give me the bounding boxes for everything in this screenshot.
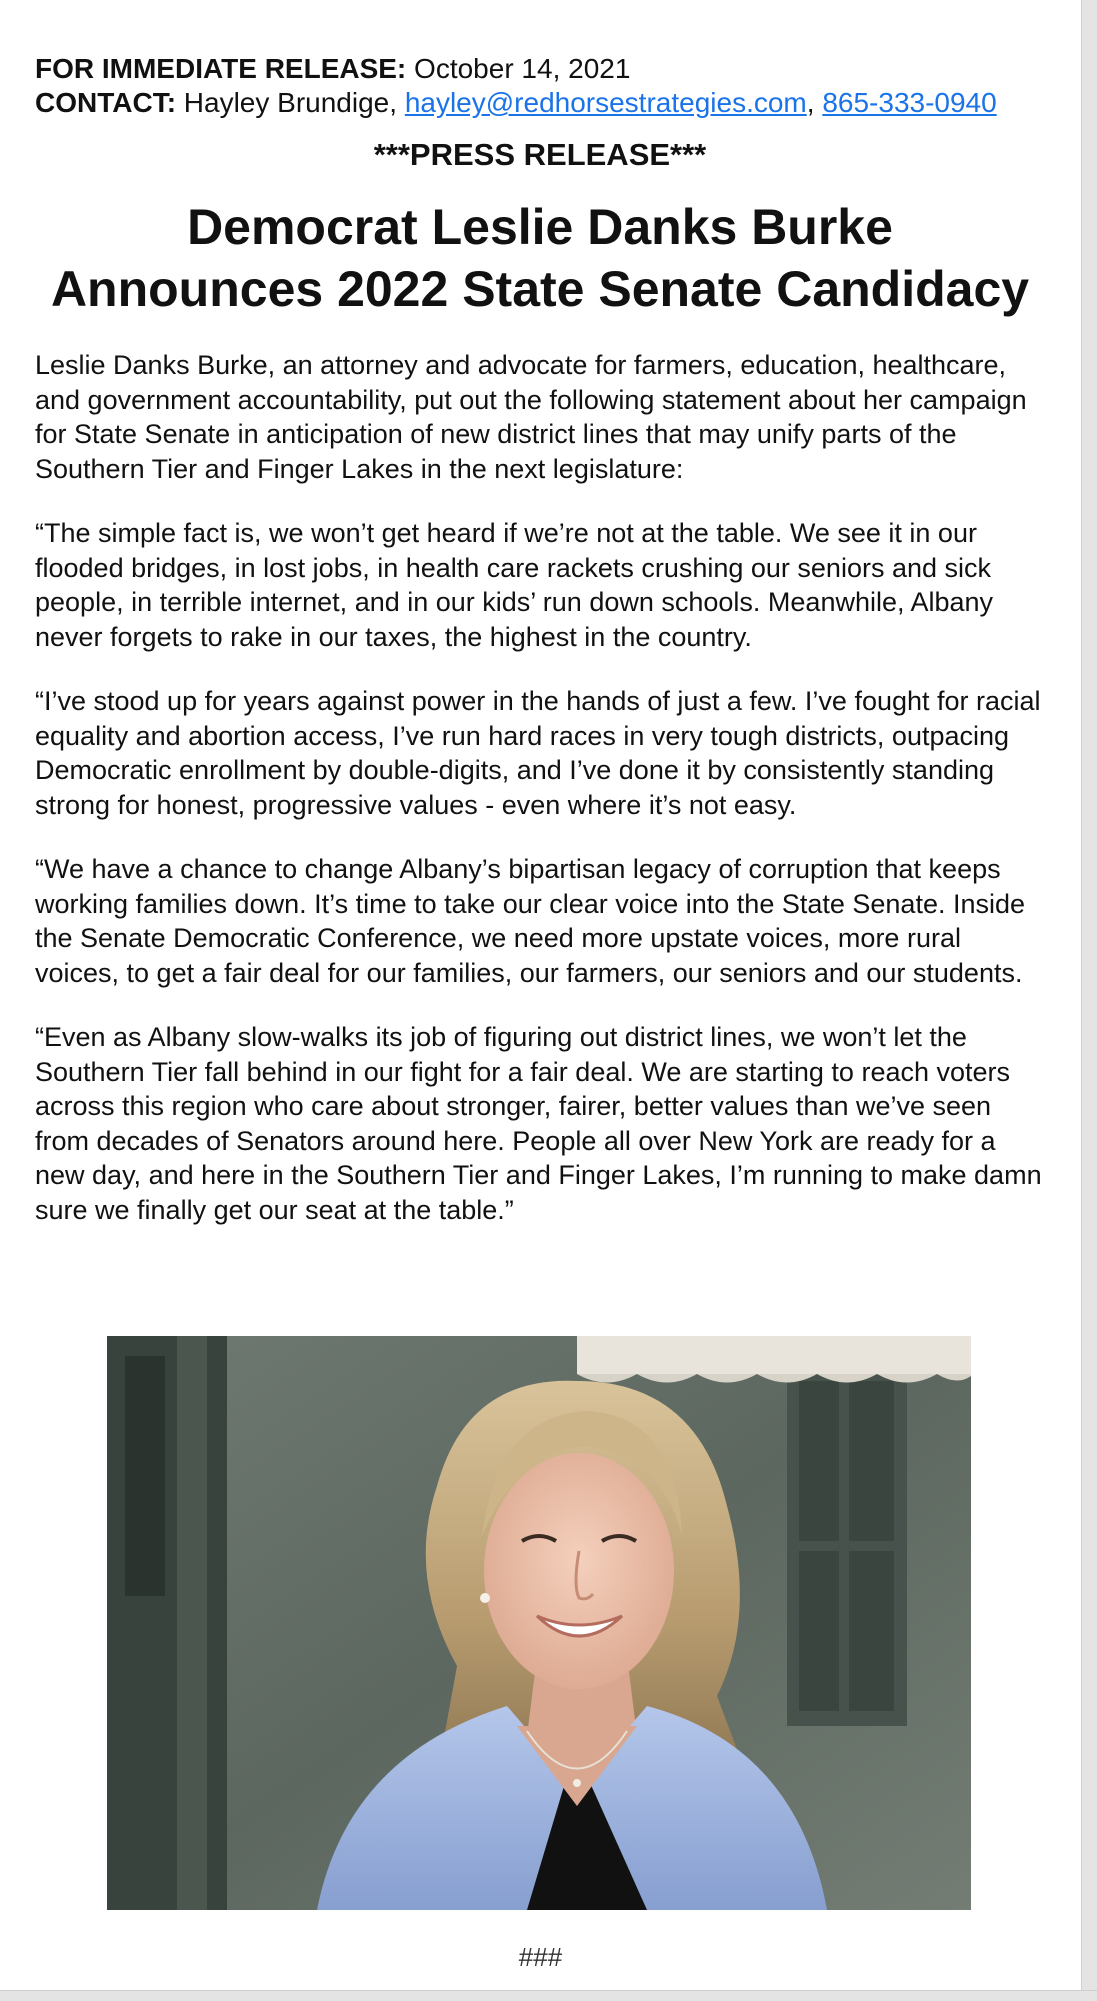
release-date: October 14, 2021 bbox=[414, 53, 631, 84]
paragraph-quote-3: “We have a chance to change Albany’s bipartisan legacy of corruption that keeps working families down. It’s time to take our clear voice into the State Senate. Inside the Senate Democratic Conference, we need more upstate voices, more rural voices, to get a fair deal for our families, our farmers, our seniors and our students. bbox=[35, 854, 1026, 988]
headline-line-2: Announces 2022 State Senate Candidacy bbox=[50, 261, 1030, 317]
bottom-scroll-track[interactable] bbox=[0, 1990, 1097, 2001]
press-release-kicker: ***PRESS RELEASE*** bbox=[373, 137, 707, 172]
candidate-portrait-photo bbox=[107, 1336, 971, 1910]
paragraph-quote-1: “The simple fact is, we won’t get heard if we’re not at the table. We see it in our flooded bridges, in lost jobs, in health care rackets crushing our seniors and sick people, in terrible internet, and in our kids’ run down schools. Meanwhile, Albany never forgets to rake in our taxes, the highest in the country. bbox=[35, 518, 994, 652]
paragraph-quote-2: “I’ve stood up for years against power in the hands of just a few. I’ve fought for racial equality and abortion access, I’ve run hard races in very tough districts, outpacing Democratic enrollment by double-digits, and I’ve done it by consistently standing strong for honest, progressive values - even where it’s not easy. bbox=[35, 686, 1041, 820]
press-release-body bbox=[35, 52, 1045, 1257]
contact-name: Hayley Brundige, bbox=[183, 87, 398, 118]
right-scroll-track[interactable] bbox=[1081, 0, 1097, 2000]
contact-separator: , bbox=[806, 87, 815, 118]
contact-line bbox=[35, 86, 1045, 120]
headline-line-1: Democrat Leslie Danks Burke bbox=[187, 199, 893, 255]
headline bbox=[35, 196, 1045, 320]
release-line bbox=[35, 52, 1045, 86]
release-label: FOR IMMEDIATE RELEASE: bbox=[35, 53, 407, 84]
contact-label: CONTACT: bbox=[35, 87, 177, 118]
paragraph-quote-4: “Even as Albany slow-walks its job of figuring out district lines, we won’t let the Southern Tier fall behind in our fight for a fair deal. We are starting to reach voters across this region who care about stronger, fairer, better values than we’ve seen from decades of Senators around here. People all over New York are ready for a new day, and here in the Southern Tier and Finger Lakes, I’m running to make damn sure we finally get our seat at the table.” bbox=[35, 1022, 1042, 1225]
contact-phone-link[interactable]: 865-333-0940 bbox=[822, 87, 997, 118]
paragraph-intro: Leslie Danks Burke, an attorney and advocate for farmers, education, healthcare, and government accountability, put out the following statement about her campaign for State Senate in anticipation of new district lines that may unify parts of the Southern Tier and Finger Lakes in the next legislature: bbox=[35, 350, 1027, 484]
end-of-release-mark: ### bbox=[518, 1942, 563, 1972]
contact-email-link[interactable]: hayley@redhorsestrategies.com bbox=[404, 87, 807, 118]
